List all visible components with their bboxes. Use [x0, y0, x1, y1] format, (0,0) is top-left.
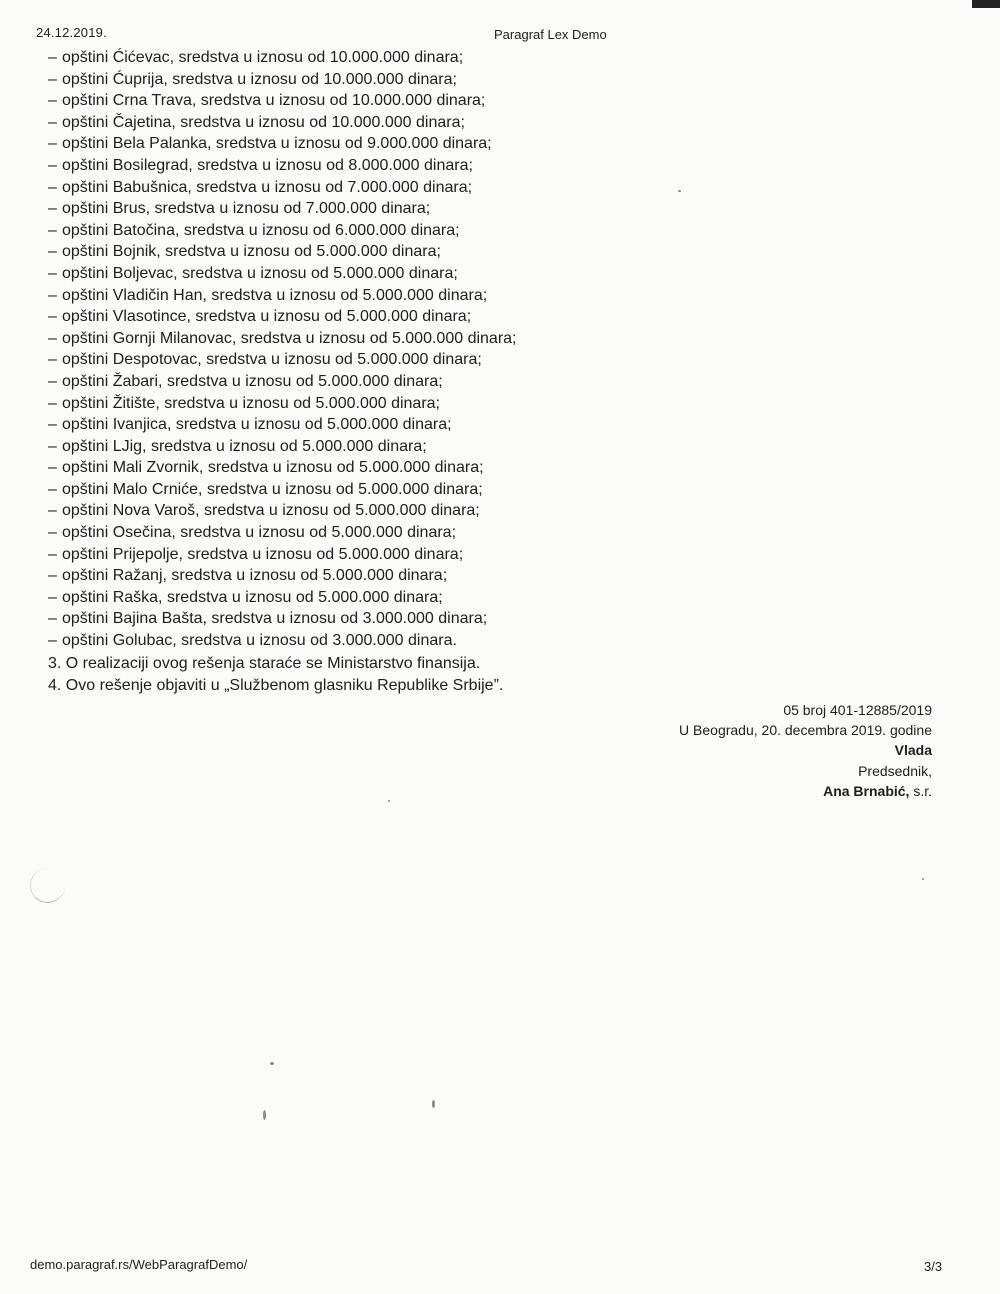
list-item: – opštini Crna Trava, sredstva u iznosu od 10.000.000 dinara; [48, 92, 486, 110]
list-item-text: opštini Ražanj, sredstva u iznosu od 5.000.000 dinara; [62, 567, 448, 585]
signatory [679, 781, 932, 801]
list-item: – opštini Batočina, sredstva u iznosu od 6.000.000 dinara; [48, 221, 460, 239]
scan-speck [388, 800, 390, 802]
list-item: – opštini Vlasotince, sredstva u iznosu od 5.000.000 dinara; [48, 308, 472, 326]
list-item: – opštini Čajetina, sredstva u iznosu od 10.000.000 dinara; [48, 113, 465, 131]
list-item-text: opštini Čajetina, sredstva u iznosu od 10.000.000 dinara; [62, 113, 465, 131]
scan-speck [263, 1110, 266, 1120]
list-item: – opštini Prijepolje, sredstva u iznosu od 5.000.000 dinara; [48, 545, 464, 563]
list-item: – opštini Golubac, sredstva u iznosu od 3.000.000 dinara. [48, 632, 457, 650]
list-item: – opštini Nova Varoš, sredstva u iznosu od 5.000.000 dinara; [48, 502, 480, 520]
place-and-date: U Beogradu, 20. decembra 2019. godine [679, 722, 932, 739]
list-item-text: opštini Bela Palanka, sredstva u iznosu od 9.000.000 dinara; [62, 135, 492, 153]
list-item: – opštini Žitište, sredstva u iznosu od 5.000.000 dinara; [48, 394, 440, 412]
list-item: – opštini LJig, sredstva u iznosu od 5.000.000 dinara; [48, 437, 427, 455]
list-item: – opštini Boljevac, sredstva u iznosu od 5.000.000 dinara; [48, 264, 458, 282]
list-item-text: opštini Osečina, sredstva u iznosu od 5.000.000 dinara; [62, 524, 457, 542]
list-item: – opštini Gornji Milanovac, sredstva u iznosu od 5.000.000 dinara; [48, 329, 517, 347]
list-item-text: opštini LJig, sredstva u iznosu od 5.000.000 dinara; [62, 437, 427, 455]
signature-block [679, 700, 932, 801]
point-3: 3. O realizaciji ovog rešenja staraće se Ministarstvo finansija. [48, 655, 481, 672]
list-item-text: opštini Vlasotince, sredstva u iznosu od 5.000.000 dinara; [62, 308, 472, 326]
list-item: – opštini Ivanjica, sredstva u iznosu od 5.000.000 dinara; [48, 416, 452, 434]
list-item: – opštini Despotovac, sredstva u iznosu od 5.000.000 dinara; [48, 351, 482, 369]
list-item-text: opštini Babušnica, sredstva u iznosu od 7.000.000 dinara; [62, 178, 473, 196]
list-item-text: opštini Boljevac, sredstva u iznosu od 5.000.000 dinara; [62, 264, 458, 282]
list-item-text: opštini Raška, sredstva u iznosu od 5.000.000 dinara; [62, 588, 443, 606]
scan-speck [678, 190, 681, 192]
list-item: – opštini Raška, sredstva u iznosu od 5.000.000 dinara; [48, 588, 443, 606]
list-item-text: opštini Vladičin Han, sredstva u iznosu od 5.000.000 dinara; [62, 286, 488, 304]
list-item-text: opštini Golubac, sredstva u iznosu od 3.000.000 dinara. [62, 632, 457, 650]
footer-url-link[interactable]: demo.paragraf.rs/WebParagrafDemo/ [30, 1257, 248, 1272]
list-item: – opštini Brus, sredstva u iznosu od 7.000.000 dinara; [48, 200, 431, 218]
reference-number: 05 broj 401-12885/2019 [783, 702, 932, 718]
list-item-text: opštini Malo Crniće, sredstva u iznosu od 5.000.000 dinara; [62, 480, 483, 498]
list-item-text: opštini Ćuprija, sredstva u iznosu od 10.000.000 dinara; [62, 70, 457, 88]
list-item-text: opštini Brus, sredstva u iznosu od 7.000.000 dinara; [62, 200, 431, 218]
list-item: – opštini Žabari, sredstva u iznosu od 5.000.000 dinara; [48, 372, 443, 390]
list-item-text: opštini Batočina, sredstva u iznosu od 6.000.000 dinara; [62, 221, 460, 239]
punch-hole-mark [30, 868, 65, 903]
list-item: – opštini Osečina, sredstva u iznosu od 5.000.000 dinara; [48, 524, 457, 542]
list-item-text: opštini Žitište, sredstva u iznosu od 5.000.000 dinara; [62, 394, 440, 412]
list-item-text: opštini Despotovac, sredstva u iznosu od 5.000.000 dinara; [62, 351, 482, 369]
list-item: – opštini Babušnica, sredstva u iznosu od 7.000.000 dinara; [48, 178, 473, 196]
list-item-text: opštini Žabari, sredstva u iznosu od 5.000.000 dinara; [62, 372, 443, 390]
list-item-text: opštini Bajina Bašta, sredstva u iznosu od 3.000.000 dinara; [62, 610, 488, 628]
list-item: – opštini Vladičin Han, sredstva u iznosu od 5.000.000 dinara; [48, 286, 488, 304]
scan-edge-mark [972, 0, 1000, 8]
list-item: – opštini Bojnik, sredstva u iznosu od 5.000.000 dinara; [48, 243, 441, 261]
signatory-suffix: s.r. [913, 782, 932, 799]
signatory-role: Predsednik, [858, 762, 932, 779]
header-date: 24.12.2019. [36, 25, 107, 40]
list-item-text: opštini Gornji Milanovac, sredstva u iznosu od 5.000.000 dinara; [62, 329, 517, 347]
list-item-text: opštini Prijepolje, sredstva u iznosu od 5.000.000 dinara; [62, 545, 464, 563]
list-item: – opštini Mali Zvornik, sredstva u iznosu od 5.000.000 dinara; [48, 459, 484, 477]
header-site-title: Paragraf Lex Demo [494, 27, 607, 42]
issuing-body: Vlada [894, 742, 932, 759]
list-item-text: opštini Nova Varoš, sredstva u iznosu od 5.000.000 dinara; [62, 502, 480, 520]
list-item: – opštini Bela Palanka, sredstva u iznosu od 9.000.000 dinara; [48, 135, 492, 153]
list-item-text: opštini Ćićevac, sredstva u iznosu od 10.000.000 dinara; [62, 49, 464, 66]
list-item-text: opštini Bojnik, sredstva u iznosu od 5.000.000 dinara; [62, 243, 441, 261]
numbered-points [48, 653, 503, 696]
scan-speck [432, 1100, 435, 1108]
point-4: 4. Ovo rešenje objaviti u „Službenom glasniku Republike Srbije”. [48, 676, 504, 694]
list-item: – opštini Ćićevac, sredstva u iznosu od 10.000.000 dinara; [48, 49, 464, 66]
list-item: – opštini Malo Crniće, sredstva u iznosu od 5.000.000 dinara; [48, 480, 483, 498]
list-item: – opštini Ražanj, sredstva u iznosu od 5.000.000 dinara; [48, 567, 448, 585]
list-item: – opštini Bosilegrad, sredstva u iznosu od 8.000.000 dinara; [48, 156, 473, 174]
list-item-text: opštini Crna Trava, sredstva u iznosu od 10.000.000 dinara; [62, 92, 486, 110]
page-number: 3/3 [924, 1259, 943, 1274]
scan-speck [922, 878, 924, 880]
list-item: – opštini Ćuprija, sredstva u iznosu od 10.000.000 dinara; [48, 70, 457, 88]
signatory-name: Ana Brnabić, [823, 782, 910, 799]
list-item-text: opštini Mali Zvornik, sredstva u iznosu od 5.000.000 dinara; [62, 459, 484, 477]
allocation-list [48, 47, 516, 652]
scan-speck [270, 1062, 274, 1065]
list-item: – opštini Bajina Bašta, sredstva u iznosu od 3.000.000 dinara; [48, 610, 488, 628]
list-item-text: opštini Bosilegrad, sredstva u iznosu od 8.000.000 dinara; [62, 156, 473, 174]
list-item-text: opštini Ivanjica, sredstva u iznosu od 5.000.000 dinara; [62, 416, 452, 434]
